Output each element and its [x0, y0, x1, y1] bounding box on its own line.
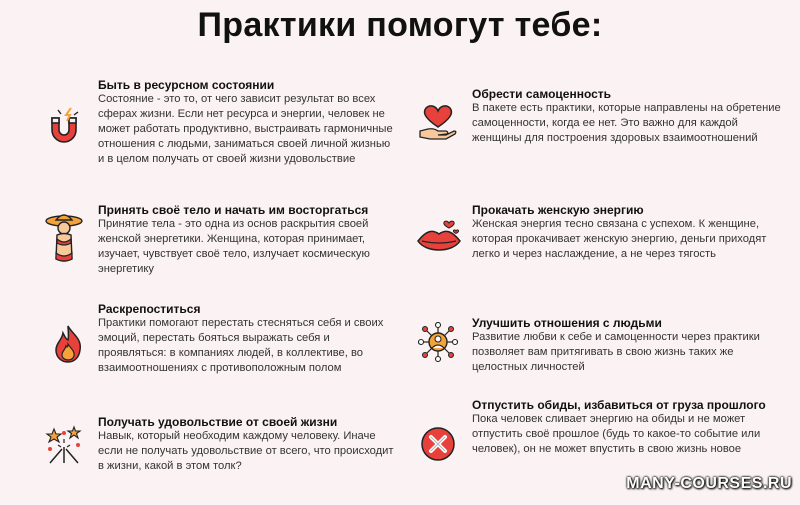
lips-icon: [416, 219, 462, 259]
benefit-heading: Прокачать женскую энергию: [472, 203, 644, 217]
benefit-heading: Отпустить обиды, избавиться от груза прошлого: [472, 398, 766, 412]
benefit-heading: Раскрепоститься: [98, 302, 201, 316]
benefit-item: [44, 302, 394, 392]
benefit-description: Женская энергия тесно связана с успехом. К женщине, которая прокачивает женскую энергию, деньги приходят легко и через наслаждение, а не через тягость: [472, 218, 767, 260]
benefit-description: Принятие тела - это одна из основ раскрытия своей женской энергетики. Женщина, которая принимает, изучает, чувствует своё тело, излучает космическую энергетику: [98, 218, 370, 275]
benefit-heading: Быть в ресурсном состоянии: [98, 78, 275, 92]
benefit-item: [418, 203, 790, 278]
page-title: Практики помогут тебе:: [197, 6, 603, 44]
benefit-description: Развитие любви к себе и самоценности через практики позволяет вам притягивать в свою жизнь таких же целостных личностей: [472, 331, 760, 373]
magnet-icon: [44, 106, 84, 146]
benefit-item: [44, 78, 394, 183]
benefit-description: Практики помогают перестать стесняться себя и своих эмоций, перестать бояться выражать себя и проявляться: в компаниях людей, в коллективе, во взаимоотношениях с противоположным полом: [98, 317, 384, 374]
watermark: MANY-COURSES.RU: [626, 475, 792, 492]
benefit-description: В пакете есть практики, которые направлены на обретение самоценности, когда ее нет. Это важно для каждой женщины для построения здоровых взаимоотношений: [472, 102, 781, 144]
flame-icon: [52, 324, 92, 364]
benefit-item: [418, 316, 790, 376]
close-circle-icon: [418, 424, 458, 464]
benefit-item: [418, 87, 790, 167]
benefit-item: [44, 203, 394, 283]
woman-swimsuit-icon: [44, 211, 84, 271]
benefit-item: [44, 415, 394, 485]
network-people-icon: [418, 322, 458, 362]
benefit-description: Навык, который необходим каждому человеку. Иначе если не получать удовольствие от всего, что происходит в жизни, какой в этом толк?: [98, 430, 394, 472]
benefit-heading: Обрести самоценность: [472, 87, 612, 101]
benefit-description: Состояние - это то, от чего зависит результат во всех сферах жизни. Если нет ресурса и энергии, человек не может работать продуктивно, выстраивать гармоничные отношения с людьми, заниматься своей личной жизнью и в целом получать от своей жизни удовольствие: [98, 93, 393, 165]
benefit-description: Пока человек сливает энергию на обиды и не может отпустить своё прошлое (будь то какое-то событие или человек), он не может впустить в свою жизнь новое: [472, 413, 761, 455]
benefit-heading: Принять своё тело и начать им восторгаться: [98, 203, 369, 217]
fireworks-icon: [44, 423, 84, 463]
heart-hand-icon: [418, 101, 458, 141]
benefit-heading: Получать удовольствие от своей жизни: [98, 415, 338, 429]
benefit-heading: Улучшить отношения с людьми: [472, 316, 662, 330]
